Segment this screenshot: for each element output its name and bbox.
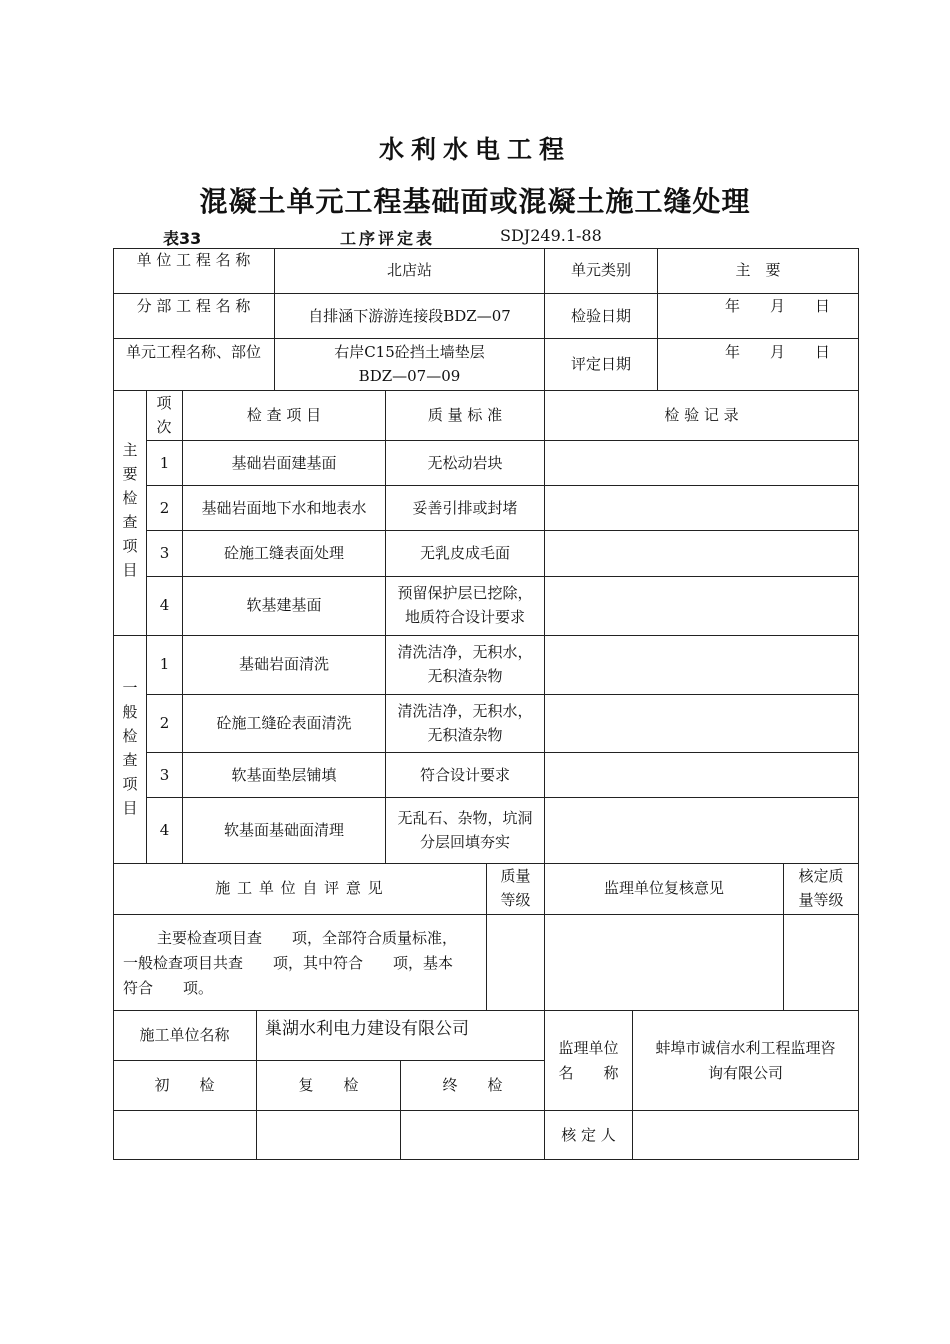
main-row-item: 砼施工缝表面处理 xyxy=(223,544,344,562)
unit-project-label: 单 位 工 程 名 称 xyxy=(136,251,251,269)
eval-date-value: 年 月 日 xyxy=(725,343,831,361)
inspect-date-label: 检验日期 xyxy=(570,307,631,325)
general-row-no: 4 xyxy=(159,821,170,839)
supervisor-name-line1: 蚌埠市诚信水利工程监理咨 xyxy=(655,1039,836,1057)
approver-label: 核 定 人 xyxy=(561,1126,616,1144)
evaluation-table xyxy=(113,248,859,1160)
main-row-item: 基础岩面地下水和地表水 xyxy=(201,499,367,517)
general-row-standard: 无乱石、杂物，坑洞 xyxy=(397,809,533,827)
opinion-text-line2: 一般检查项目共查 项，其中符合 项，基本 xyxy=(123,954,454,972)
header-quality-standard: 质 量 标 准 xyxy=(427,406,503,424)
grade-label-line1: 质量 xyxy=(500,867,531,885)
header-item-no: 项次 xyxy=(156,394,172,436)
main-row-standard: 妥善引排或封堵 xyxy=(412,499,518,517)
main-row-standard: 预留保护层已挖除， xyxy=(397,584,533,602)
recheck-label: 复 检 xyxy=(298,1076,359,1094)
main-row-standard: 无松动岩块 xyxy=(427,454,503,472)
unit-project-value: 北店站 xyxy=(386,261,432,279)
general-row-item: 软基面基础面清理 xyxy=(223,821,344,839)
final-check-label: 终 检 xyxy=(442,1076,503,1094)
eval-date-label: 评定日期 xyxy=(570,355,631,373)
title-line1: 水利水电工程 xyxy=(378,135,571,164)
table-number: 表33 xyxy=(163,229,202,248)
supervisor-name-line2: 询有限公司 xyxy=(707,1064,783,1082)
supervisor-label-line2: 名 称 xyxy=(558,1064,619,1082)
general-row-standard: 符合设计要求 xyxy=(419,766,510,784)
general-row-no: 2 xyxy=(159,714,170,732)
element-value-line2: BDZ—07—09 xyxy=(358,367,461,385)
general-row-no: 3 xyxy=(159,766,170,784)
general-row-item: 砼施工缝砼表面清洗 xyxy=(216,714,352,732)
grade-label-line2: 等级 xyxy=(500,891,531,909)
main-row-item: 基础岩面建基面 xyxy=(231,454,337,472)
main-row-standard-line2: 地质符合设计要求 xyxy=(404,608,525,626)
element-value-line1: 右岸C15砼挡土墙垫层 xyxy=(334,343,485,361)
opinion-text-line3: 符合 项。 xyxy=(123,979,214,997)
supervise-label: 监理单位复核意见 xyxy=(603,879,724,897)
first-check-label: 初 检 xyxy=(154,1076,215,1094)
general-row-standard-line2: 分层回填夯实 xyxy=(419,833,510,851)
element-label: 单元工程名称、部位 xyxy=(125,343,261,361)
general-items-group-label: 一般检查项目 xyxy=(122,679,138,817)
standard-code: SDJ249.1-88 xyxy=(500,226,602,245)
inspect-date-value: 年 月 日 xyxy=(725,297,831,315)
header-check-item: 检 查 项 目 xyxy=(246,406,322,424)
general-row-item: 软基面垫层铺填 xyxy=(231,766,337,784)
builder-name: 巢湖水利电力建设有限公司 xyxy=(265,1019,469,1039)
unit-type-value: 主 要 xyxy=(735,261,781,279)
general-row-no: 1 xyxy=(159,655,170,673)
unit-type-label: 单元类别 xyxy=(570,261,631,279)
title-line2: 混凝土单元工程基础面或混凝土施工缝处理 xyxy=(199,185,751,218)
main-items-group-label: 主要检查项目 xyxy=(122,441,138,579)
general-row-item: 基础岩面清洗 xyxy=(238,655,329,673)
sub-project-label: 分 部 工 程 名 称 xyxy=(136,297,251,315)
form-name: 工序评定表 xyxy=(340,229,436,248)
verify-grade-line1: 核定质 xyxy=(798,867,844,885)
header-inspection-record: 检 验 记 录 xyxy=(664,406,739,424)
supervisor-label-line1: 监理单位 xyxy=(558,1039,619,1057)
general-row-standard-line2: 无积渣杂物 xyxy=(427,667,503,685)
verify-grade-line2: 量等级 xyxy=(798,891,844,909)
self-eval-label: 施 工 单 位 自 评 意 见 xyxy=(215,879,384,897)
main-row-no: 2 xyxy=(159,499,170,517)
main-row-no: 1 xyxy=(159,454,170,472)
main-row-no: 4 xyxy=(159,596,170,614)
general-row-standard: 清洗洁净，无积水， xyxy=(397,643,533,661)
main-row-no: 3 xyxy=(159,544,170,562)
main-row-standard: 无乳皮成毛面 xyxy=(419,544,510,562)
general-row-standard: 清洗洁净，无积水， xyxy=(397,702,533,720)
opinion-text-line1: 主要检查项目查 项，全部符合质量标准， xyxy=(157,929,458,947)
builder-label: 施工单位名称 xyxy=(139,1026,230,1044)
sub-project-value: 自排涵下游游连接段BDZ—07 xyxy=(308,307,511,325)
main-row-item: 软基建基面 xyxy=(246,596,322,614)
general-row-standard-line2: 无积渣杂物 xyxy=(427,726,503,744)
